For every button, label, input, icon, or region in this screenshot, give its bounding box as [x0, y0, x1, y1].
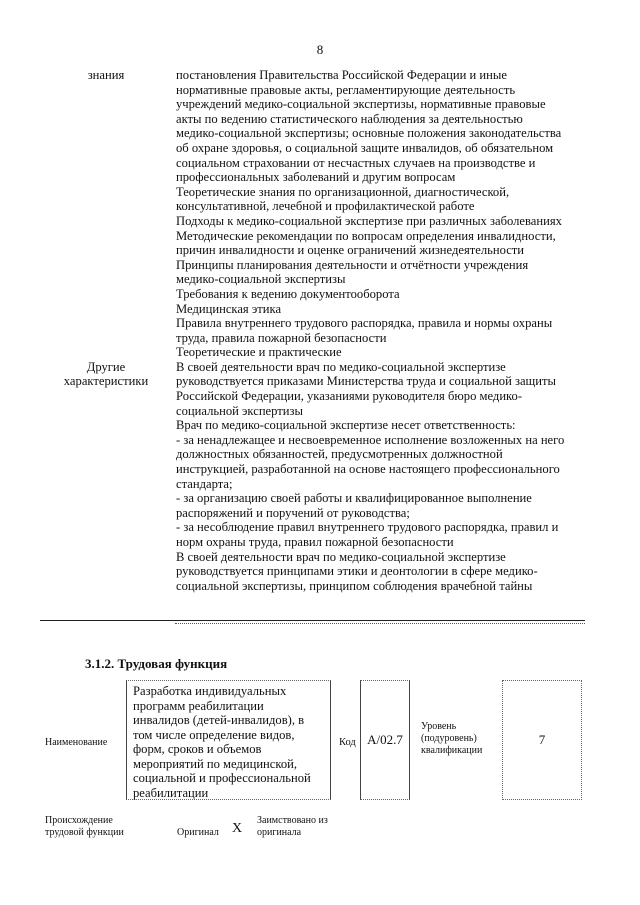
other-line: руководствуется приказами Министерства труда и социальной защиты — [176, 374, 556, 389]
knowledge-line: медико-социальной экспертизы; основные положения законодательства — [176, 126, 562, 141]
name-value-line: программ реабилитации — [133, 698, 264, 713]
name-label: Наименование — [45, 737, 108, 748]
qualification-level-value: 7 — [502, 680, 582, 800]
borrowed-label-line: Заимствовано из — [257, 815, 328, 826]
other-line: Врач по медико-социальной экспертизе несет ответственность: — [176, 418, 516, 433]
other-line: - за организацию своей работы и квалифицированное выполнение — [176, 491, 532, 506]
other-line: - за несоблюдение правил внутреннего трудового распорядка, правил и — [176, 520, 559, 535]
knowledge-line: об охране здоровья, о социальной защите инвалидов, об обязательном — [176, 140, 554, 155]
origin-label-line: трудовой функции — [45, 827, 124, 838]
original-label: Оригинал — [177, 827, 219, 838]
other-line: норм охраны труда, правил пожарной безопасности — [176, 535, 454, 549]
table-bottom-rule — [40, 620, 585, 621]
code-value: A/02.7 — [360, 680, 410, 800]
other-label-line: Другие — [86, 359, 126, 374]
other-line: В своей деятельности врач по медико-социальной экспертизе — [176, 549, 506, 564]
name-value-line: реабилитации — [133, 785, 209, 800]
other-line: социальной экспертизы — [176, 403, 303, 418]
knowledge-line: труда, правила пожарной безопасности — [176, 330, 387, 345]
page-number: 8 — [316, 42, 324, 57]
other-line: Российской Федерации, указаниями руководителя бюро медико- — [176, 389, 523, 404]
knowledge-line: Требования к ведению документооборота — [176, 286, 400, 301]
original-mark: X — [232, 821, 243, 836]
level-label-line: квалификации — [421, 745, 483, 756]
other-characteristics-label — [40, 360, 172, 594]
knowledge-line: постановления Правительства Российской Федерации и иные — [176, 68, 507, 82]
knowledge-line: Принципы планирования деятельности и отчётности учреждения — [176, 257, 529, 272]
other-line: социальной экспертизы, принципом соблюдения врачебной тайны — [176, 578, 533, 593]
level-label-line: (подуровень) — [421, 733, 477, 744]
other-line: руководствуется принципами этики и деонтологии в сфере медико- — [176, 564, 538, 579]
knowledge-line: Теоретические знания по организационной, диагностической, — [176, 184, 510, 199]
knowledge-line: Правила внутреннего трудового распорядка, правила и нормы охраны — [176, 316, 553, 331]
requirements-table — [40, 68, 585, 593]
code-label: Код — [339, 737, 356, 748]
knowledge-row — [40, 68, 585, 360]
other-line: стандарта; — [176, 476, 233, 491]
function-origin-row — [40, 815, 600, 855]
origin-label — [45, 815, 124, 839]
knowledge-line: учреждений медико-социальной экспертизы, нормативные правовые — [176, 97, 546, 112]
name-value-line: инвалидов (детей-инвалидов), в — [133, 713, 305, 727]
knowledge-line: медико-социальной экспертизы — [176, 272, 346, 287]
other-line: В своей деятельности врач по медико-социальной экспертизе — [176, 359, 506, 374]
level-label-line: Уровень — [421, 721, 457, 732]
knowledge-label: знания — [87, 68, 125, 82]
origin-label-line: Происхождение — [45, 815, 113, 826]
other-label-line: характеристики — [63, 374, 149, 389]
borrowed-label-line: оригинала — [257, 827, 302, 838]
knowledge-line: Теоретические и практические — [176, 345, 342, 360]
name-value-line: том числе определение видов, — [133, 727, 295, 742]
other-line: инструкцией, разработанной на основе настоящего профессионального — [176, 462, 560, 477]
other-line: должностных обязанностей, предусмотренных должностной — [176, 447, 503, 462]
other-line: распоряжений и поручений от руководства; — [176, 505, 410, 520]
name-value-line: Разработка индивидуальных — [133, 684, 287, 698]
knowledge-line: Медицинская этика — [176, 301, 282, 316]
labor-function-table — [40, 680, 600, 805]
knowledge-text — [172, 68, 585, 360]
name-value-line: мероприятий по медицинской, — [133, 756, 298, 771]
other-characteristics-row — [40, 360, 585, 594]
knowledge-line: нормативные правовые акты, регламентирующие деятельность — [176, 82, 516, 97]
section-heading: 3.1.2. Трудовая функция — [85, 656, 228, 671]
name-value-box — [126, 680, 331, 800]
knowledge-line: причин инвалидности и оценке ограничений жизнедеятельности — [176, 243, 525, 258]
table-bottom-dotted-rule — [175, 623, 585, 624]
borrowed-label — [257, 815, 328, 839]
knowledge-line: консультативной, лечебной и профилактической работе — [176, 199, 475, 214]
name-value-line: форм, сроков и объемов — [133, 742, 262, 756]
knowledge-line: акты по ведению статистического наблюдения за деятельностью — [176, 111, 523, 126]
knowledge-line: Подходы к медико-социальной экспертизе при различных заболеваниях — [176, 213, 562, 228]
other-characteristics-text — [172, 360, 585, 594]
name-value-line: социальной и профессиональной — [133, 771, 311, 785]
knowledge-line: профессиональных заболеваний и другим вопросам — [176, 170, 456, 185]
other-line: - за ненадлежащее и несвоевременное исполнение возложенных на него — [176, 432, 565, 447]
qualification-level-label — [421, 721, 501, 757]
knowledge-line: Методические рекомендации по вопросам определения инвалидности, — [176, 228, 556, 243]
knowledge-line: социальном страховании от несчастных случаев на производстве и — [176, 155, 536, 170]
